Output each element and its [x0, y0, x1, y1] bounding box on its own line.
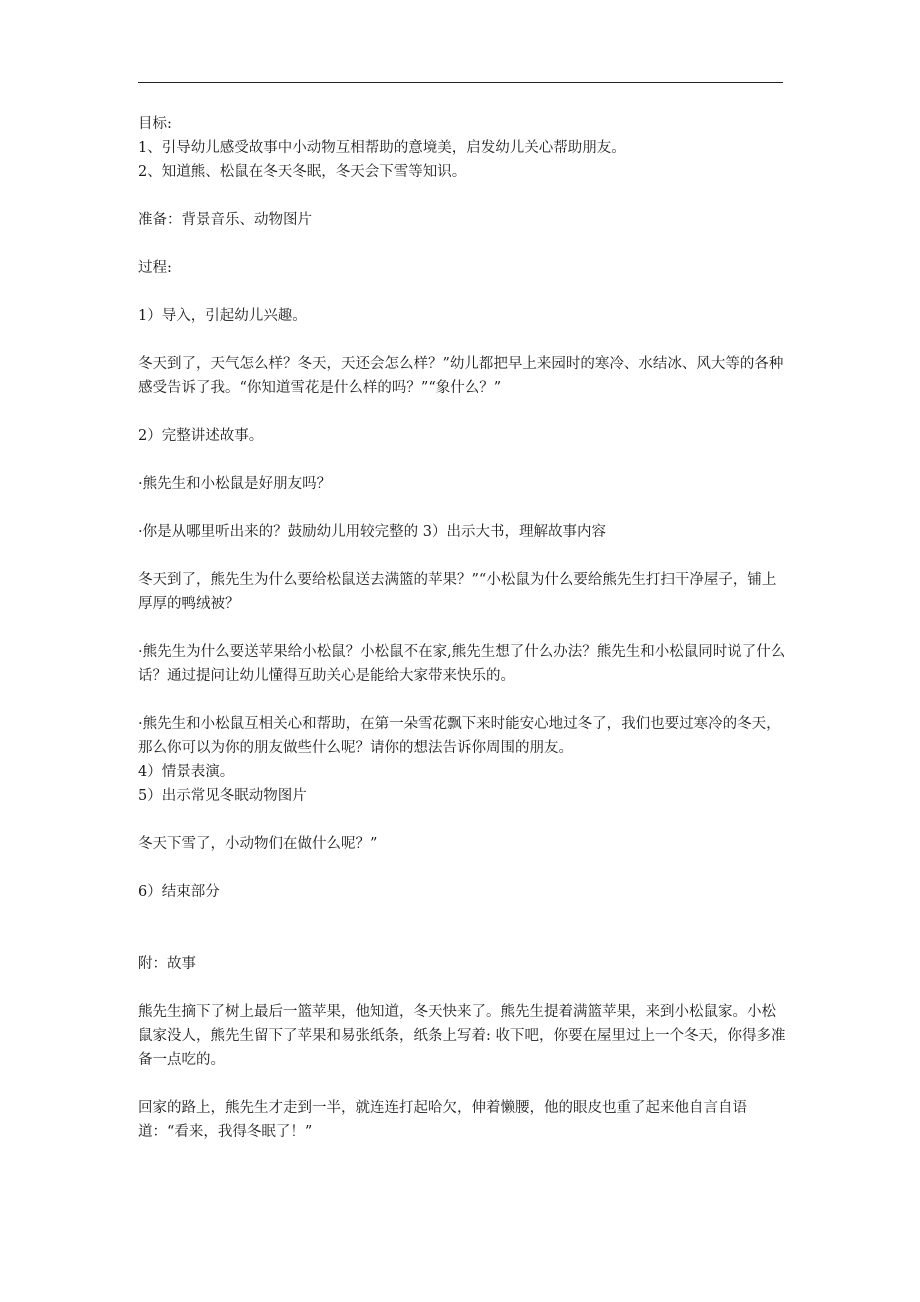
- step-4: 4）情景表演。: [138, 764, 235, 780]
- document-body: [138, 112, 788, 1144]
- step-1: 1）导入，引起幼儿兴趣。: [138, 308, 307, 324]
- step-6: 6）结束部分: [138, 884, 220, 900]
- bullet-2: ·你是从哪里听出来的？鼓励幼儿用较完整的 3）出示大书，理解故事内容: [138, 524, 606, 540]
- preparation: 准备：背景音乐、动物图片: [138, 212, 312, 228]
- goal-item-1: 1、引导幼儿感受故事中小动物互相帮助的意境美，启发幼儿关心帮助朋友。: [138, 140, 626, 156]
- bullet-4: ·熊先生和小松鼠互相关心和帮助，在第一朵雪花飘下来时能安心地过冬了，我们也要过寒冷的冬天，那么你可以为你的朋友做些什么呢？请你的想法告诉你周围的朋友。: [138, 716, 781, 756]
- story-paragraph-1: 熊先生摘下了树上最后一篮苹果，他知道，冬天快来了。熊先生提着满篮苹果，来到小松鼠家。小松鼠家没人，熊先生留下了苹果和易张纸条，纸条上写着: 收下吧，你要在屋里过上一个冬天，你得多准备一点吃的。: [138, 1004, 786, 1068]
- paragraph-1: 冬天到了，天气怎么样？冬天，天还会怎么样？”幼儿都把早上来园时的寒冷、水结冰、风大等的各种感受告诉了我。“你知道雪花是什么样的吗？”“象什么？”: [138, 356, 784, 396]
- step-2: 2）完整讲述故事。: [138, 428, 264, 444]
- paragraph-3: 冬天下雪了，小动物们在做什么呢？”: [138, 836, 378, 852]
- bullet-1: ·熊先生和小松鼠是好朋友吗？: [138, 476, 332, 492]
- step-5: 5）出示常见冬眠动物图片: [138, 788, 307, 804]
- header-rule: [138, 82, 783, 83]
- appendix-heading: 附：故事: [138, 956, 196, 972]
- process-heading: 过程:: [138, 260, 172, 276]
- goal-heading: 目标:: [138, 116, 172, 132]
- story-paragraph-2: 回家的路上，熊先生才走到一半，就连连打起哈欠，伸着懒腰，他的眼皮也重了起来他自言自语道：“看来，我得冬眠了！”: [138, 1100, 747, 1140]
- bullet-3: ·熊先生为什么要送苹果给小松鼠？小松鼠不在家,熊先生想了什么办法？熊先生和小松鼠同时说了什么话？通过提问让幼儿懂得互助关心是能给大家带来快乐的。: [138, 644, 786, 684]
- goal-item-2: 2、知道熊、松鼠在冬天冬眠，冬天会下雪等知识。: [138, 164, 467, 180]
- paragraph-2: 冬天到了，熊先生为什么要给松鼠送去满篮的苹果？”“小松鼠为什么要给熊先生打扫干净屋子，铺上厚厚的鸭绒被？: [138, 572, 777, 612]
